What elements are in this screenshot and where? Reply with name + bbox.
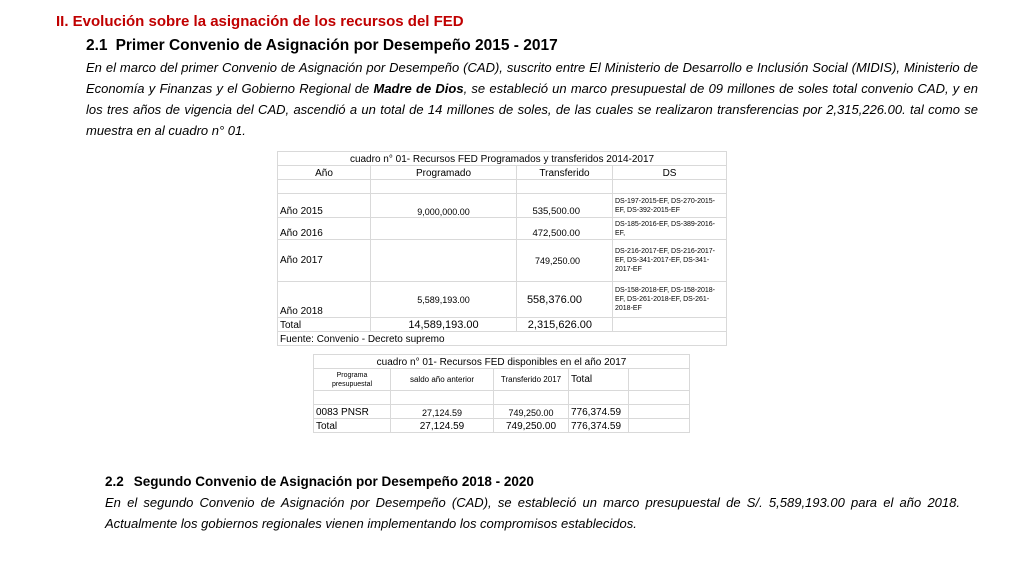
table2-total-transferido: 749,250.00 <box>494 419 569 433</box>
table1-ds: DS-216-2017-EF, DS-216-2017-EF, DS-341-2017-EF, DS-341-2017-EF <box>613 240 727 282</box>
table1-total-row <box>278 318 727 332</box>
paragraph-text-1: En el marco del primer Convenio de Asignación por Desempeño (CAD), suscrito entre El Ministerio de Desarrollo e Inclusión Social (MIDIS), Ministerio de Economía y Finanzas y el Gobierno Regional de <box>86 60 978 96</box>
table2-header-transferido: Transferido 2017 <box>494 369 569 391</box>
paragraph-bold-region: Madre de Dios <box>373 81 464 96</box>
table-recursos-disponibles <box>313 354 690 433</box>
table1-header-programado: Programado <box>371 166 517 180</box>
table2-header-saldo: saldo año anterior <box>391 369 494 391</box>
table1-programado <box>371 218 517 240</box>
table1-year: Año 2017 <box>278 240 371 282</box>
table1-header-transferido: Transferido <box>517 166 613 180</box>
table2-transferido: 749,250.00 <box>494 405 569 419</box>
table-row <box>278 194 727 218</box>
main-heading: II. Evolución sobre la asignación de los recursos del FED <box>56 13 464 30</box>
table1-programado <box>371 240 517 282</box>
table1-total-transferido: 2,315,626.00 <box>517 318 613 332</box>
section-2-2-heading <box>105 474 534 489</box>
table2-programa: 0083 PNSR <box>314 405 391 419</box>
table1-source: Fuente: Convenio - Decreto supremo <box>278 332 727 346</box>
table1-ds: DS-197-2015-EF, DS-270-2015-EF, DS-392-2015-EF <box>613 194 727 218</box>
table1-header-year: Año <box>278 166 371 180</box>
table1-transferido: 472,500.00 <box>517 218 613 240</box>
table2-total-saldo: 27,124.59 <box>391 419 494 433</box>
table-recursos-programados <box>277 151 727 346</box>
section-2-1-heading <box>86 37 558 55</box>
table2-empty-row <box>314 391 690 405</box>
section-2-2-paragraph: En el segundo Convenio de Asignación por Desempeño (CAD), se estableció un marco presupuestal de S/. 5,589,193.00 para el año 2018. Actualmente los gobiernos regionales vienen implementando los compromisos establecidos. <box>105 495 960 531</box>
table-row <box>278 240 727 282</box>
table1-year: Año 2018 <box>278 282 371 318</box>
section-2-1-paragraph <box>86 57 978 141</box>
section-2-2-number: 2.2 <box>105 474 124 489</box>
section-2-1-title: Primer Convenio de Asignación por Desempeño 2015 - 2017 <box>115 37 558 54</box>
table1-year: Año 2015 <box>278 194 371 218</box>
table1-transferido: 558,376.00 <box>517 282 613 318</box>
table2-total-label: Total <box>314 419 391 433</box>
table1-empty-row <box>278 180 727 194</box>
table1-transferido: 749,250.00 <box>517 240 613 282</box>
table-row <box>278 282 727 318</box>
table-row <box>314 405 690 419</box>
paragraph-text-2: , se estableció un marco presupuestal de 09 millones de soles total convenio CAD, y en los tres años de vigencia del CAD, ascendió a un total de 14 millones de soles, de las cuales se realizaron transferencias por 2,315,226.00. tal como se muestra en al cuadro n° 01. <box>86 81 978 138</box>
table1-programado: 5,589,193.00 <box>371 282 517 318</box>
table1-title: cuadro n° 01- Recursos FED Programados y transferidos 2014-2017 <box>278 152 727 166</box>
table2-title: cuadro n° 01- Recursos FED disponibles en el año 2017 <box>314 355 690 369</box>
table1-programado: 9,000,000.00 <box>371 194 517 218</box>
table2-total-row <box>314 419 690 433</box>
table2-total-total: 776,374.59 <box>569 419 629 433</box>
table1-transferido: 535,500.00 <box>517 194 613 218</box>
table2-total: 776,374.59 <box>569 405 629 419</box>
section-2-2-title: Segundo Convenio de Asignación por Desempeño 2018 - 2020 <box>133 474 534 489</box>
table1-ds: DS-158-2018-EF, DS-158-2018-EF, DS-261-2018-EF, DS-261-2018-EF <box>613 282 727 318</box>
section-2-1-number: 2.1 <box>86 37 108 54</box>
table2-header-total: Total <box>569 369 629 391</box>
table2-saldo: 27,124.59 <box>391 405 494 419</box>
table1-header-ds: DS <box>613 166 727 180</box>
table1-total-programado: 14,589,193.00 <box>371 318 517 332</box>
table1-ds: DS-185-2016-EF, DS-389-2016-EF, <box>613 218 727 240</box>
table-row <box>278 218 727 240</box>
table1-total-label: Total <box>278 318 371 332</box>
table2-header-programa: Programa presupuestal <box>314 369 391 391</box>
table1-year: Año 2016 <box>278 218 371 240</box>
